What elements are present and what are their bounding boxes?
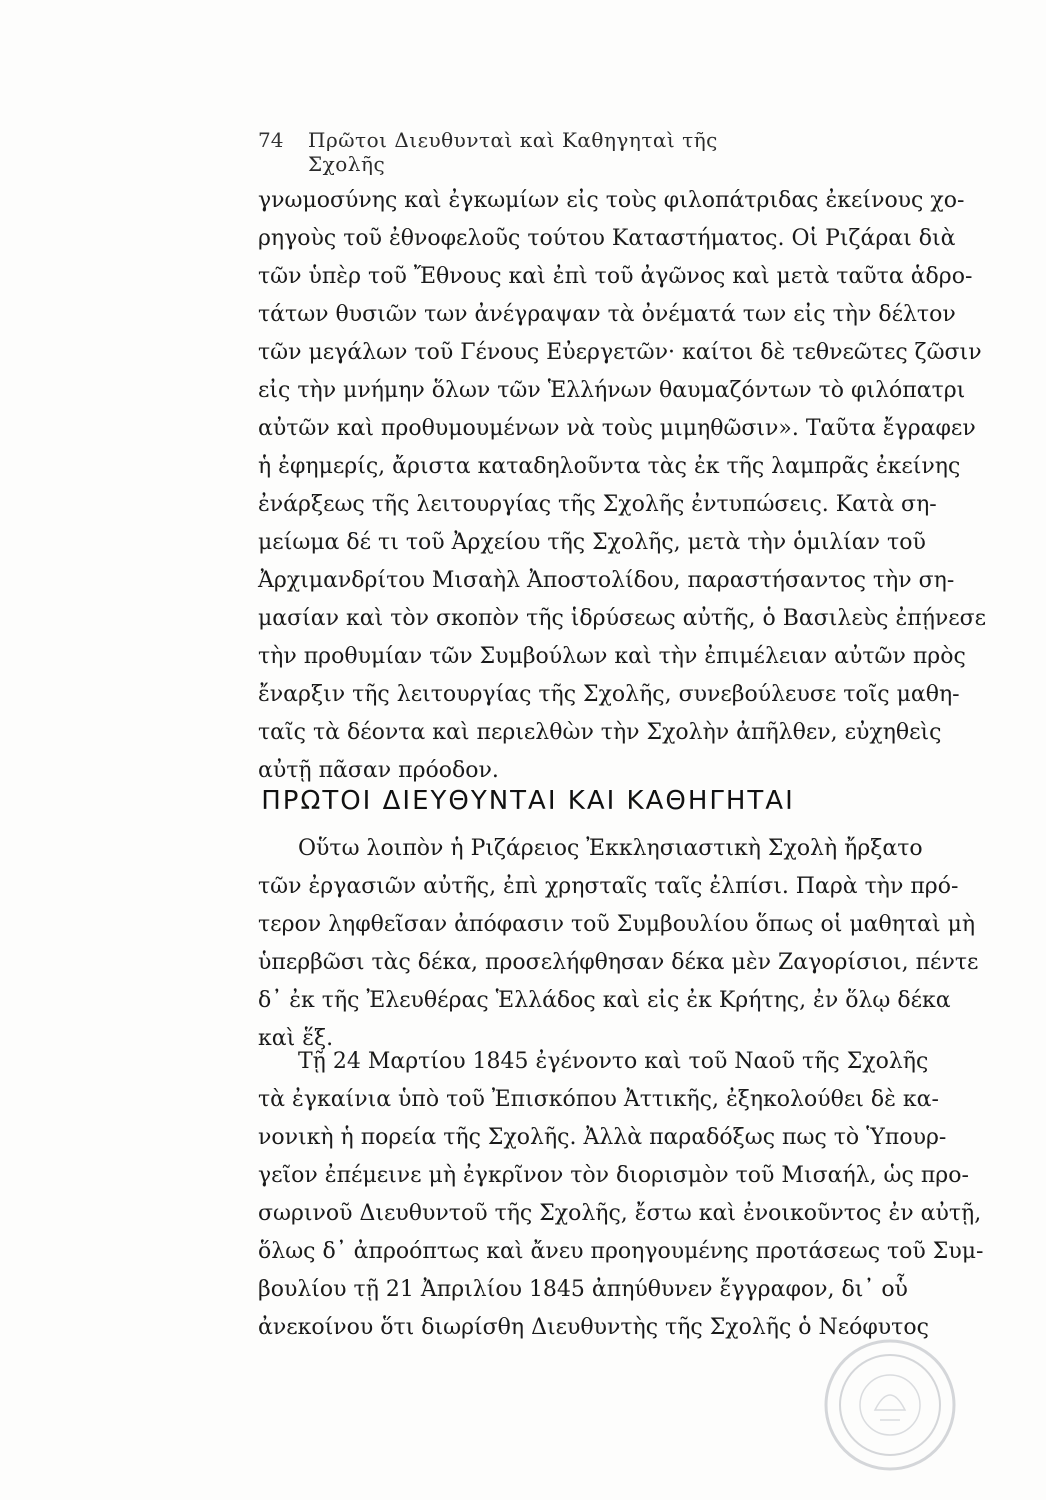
text-line: τὴν προθυμίαν τῶν Συμβούλων καὶ τὴν ἐπιμέλειαν αὐτῶν πρὸς bbox=[258, 644, 966, 669]
text-line: Τῇ 24 Μαρτίου 1845 ἐγένοντο καὶ τοῦ Ναοῦ τῆς Σχολῆς bbox=[298, 1049, 929, 1074]
running-head: Πρῶτοι Διευθυνταὶ καὶ Καθηγηταὶ τῆς Σχολῆς bbox=[308, 128, 718, 176]
page-number: 74 bbox=[258, 128, 284, 152]
text-line: τῶν ἐργασιῶν αὐτῆς, ἐπὶ χρησταῖς ταῖς ἐλπίσι. Παρὰ τὴν πρό- bbox=[258, 874, 959, 899]
text-line: γεῖον ἐπέμεινε μὴ ἐγκρῖνον τὸν διορισμὸν τοῦ Μισαήλ, ὡς προ- bbox=[258, 1163, 969, 1188]
text-line: Οὕτω λοιπὸν ἡ Ριζάρειος Ἐκκλησιαστικὴ Σχολὴ ἤρξατο bbox=[298, 836, 923, 861]
text-line: νονικὴ ἡ πορεία τῆς Σχολῆς. Ἀλλὰ παραδόξως πως τὸ Ὑπουρ- bbox=[258, 1125, 947, 1150]
text-line: τάτων θυσιῶν των ἀνέγραψαν τὰ ὀνέματά των εἰς τὴν δέλτον bbox=[258, 302, 956, 327]
text-line: ὅλως δ᾽ ἀπροόπτως καὶ ἄνευ προηγουμένης προτάσεως τοῦ Συμ- bbox=[258, 1239, 984, 1264]
text-line: ἔναρξιν τῆς λειτουργίας τῆς Σχολῆς, συνεβούλευσε τοῖς μαθη- bbox=[258, 682, 960, 707]
text-line: εἰς τὴν μνήμην ὅλων τῶν Ἑλλήνων θαυμαζόντων τὸ φιλόπατρι bbox=[258, 378, 966, 403]
paragraph bbox=[258, 1043, 984, 1347]
text-line: τὰ ἐγκαίνια ὑπὸ τοῦ Ἐπισκόπου Ἀττικῆς, ἐξηκολούθει δὲ κα- bbox=[258, 1087, 939, 1112]
page-header bbox=[258, 128, 798, 176]
paragraph bbox=[258, 830, 979, 1058]
library-seal-icon bbox=[820, 1335, 960, 1475]
text-line: καὶ ἕξ. bbox=[258, 1026, 334, 1051]
text-line: ρηγοὺς τοῦ ἐθνοφελοῦς τούτου Καταστήματος. Οἱ Ριζάραι διὰ bbox=[258, 226, 956, 251]
text-line: ἀνεκοίνου ὅτι διωρίσθη Διευθυντὴς τῆς Σχολῆς ὁ Νεόφυτος bbox=[258, 1315, 929, 1340]
text-line: δ᾽ ἐκ τῆς Ἐλευθέρας Ἑλλάδος καὶ εἰς ἐκ Κρήτης, ἐν ὅλῳ δέκα bbox=[258, 988, 951, 1013]
text-line: αὐτῇ πᾶσαν πρόοδον. bbox=[258, 758, 499, 783]
text-line: σωρινοῦ Διευθυντοῦ τῆς Σχολῆς, ἔστω καὶ ἐνοικοῦντος ἐν αὐτῇ, bbox=[258, 1201, 982, 1226]
text-line: μείωμα δέ τι τοῦ Ἀρχείου τῆς Σχολῆς, μετὰ τὴν ὁμιλίαν τοῦ bbox=[258, 530, 926, 555]
text-line: ἐνάρξεως τῆς λειτουργίας τῆς Σχολῆς ἐντυπώσεις. Κατὰ ση- bbox=[258, 492, 937, 517]
section-heading: ΠΡΩΤΟΙ ΔΙΕΥΘΥΝΤΑΙ ΚΑΙ ΚΑΘΗΓΗΤΑΙ bbox=[261, 786, 795, 816]
text-line: τερον ληφθεῖσαν ἀπόφασιν τοῦ Συμβουλίου ὅπως οἱ μαθηταὶ μὴ bbox=[258, 912, 976, 937]
text-line: αὐτῶν καὶ προθυμουμένων νὰ τοὺς μιμηθῶσιν». Ταῦτα ἔγραφεν bbox=[258, 416, 976, 441]
text-line: μασίαν καὶ τὸν σκοπὸν τῆς ἱδρύσεως αὐτῆς, ὁ Βασιλεὺς ἐπῄνεσε bbox=[258, 606, 987, 631]
text-line: ὑπερβῶσι τὰς δέκα, προσελήφθησαν δέκα μὲν Ζαγορίσιοι, πέντε bbox=[258, 950, 979, 975]
text-line: τῶν μεγάλων τοῦ Γένους Εὐεργετῶν· καίτοι δὲ τεθνεῶτες ζῶσιν bbox=[258, 340, 982, 365]
text-line: γνωμοσύνης καὶ ἐγκωμίων εἰς τοὺς φιλοπάτριδας ἐκείνους χο- bbox=[258, 188, 965, 213]
paragraph-continuation bbox=[258, 182, 987, 790]
text-line: ταῖς τὰ δέοντα καὶ περιελθὼν τὴν Σχολὴν ἀπῆλθεν, εὐχηθεὶς bbox=[258, 720, 942, 745]
text-line: ἡ ἐφημερίς, ἄριστα καταδηλοῦντα τὰς ἐκ τῆς λαμπρᾶς ἐκείνης bbox=[258, 454, 961, 479]
text-line: βουλίου τῇ 21 Ἀπριλίου 1845 ἀπηύθυνεν ἔγγραφον, δι᾽ οὗ bbox=[258, 1277, 908, 1302]
text-line: τῶν ὑπὲρ τοῦ Ἔθνους καὶ ἐπὶ τοῦ ἀγῶνος καὶ μετὰ ταῦτα ἁδρο- bbox=[258, 264, 973, 289]
text-line: Ἀρχιμανδρίτου Μισαὴλ Ἀποστολίδου, παραστήσαντος τὴν ση- bbox=[258, 568, 955, 593]
